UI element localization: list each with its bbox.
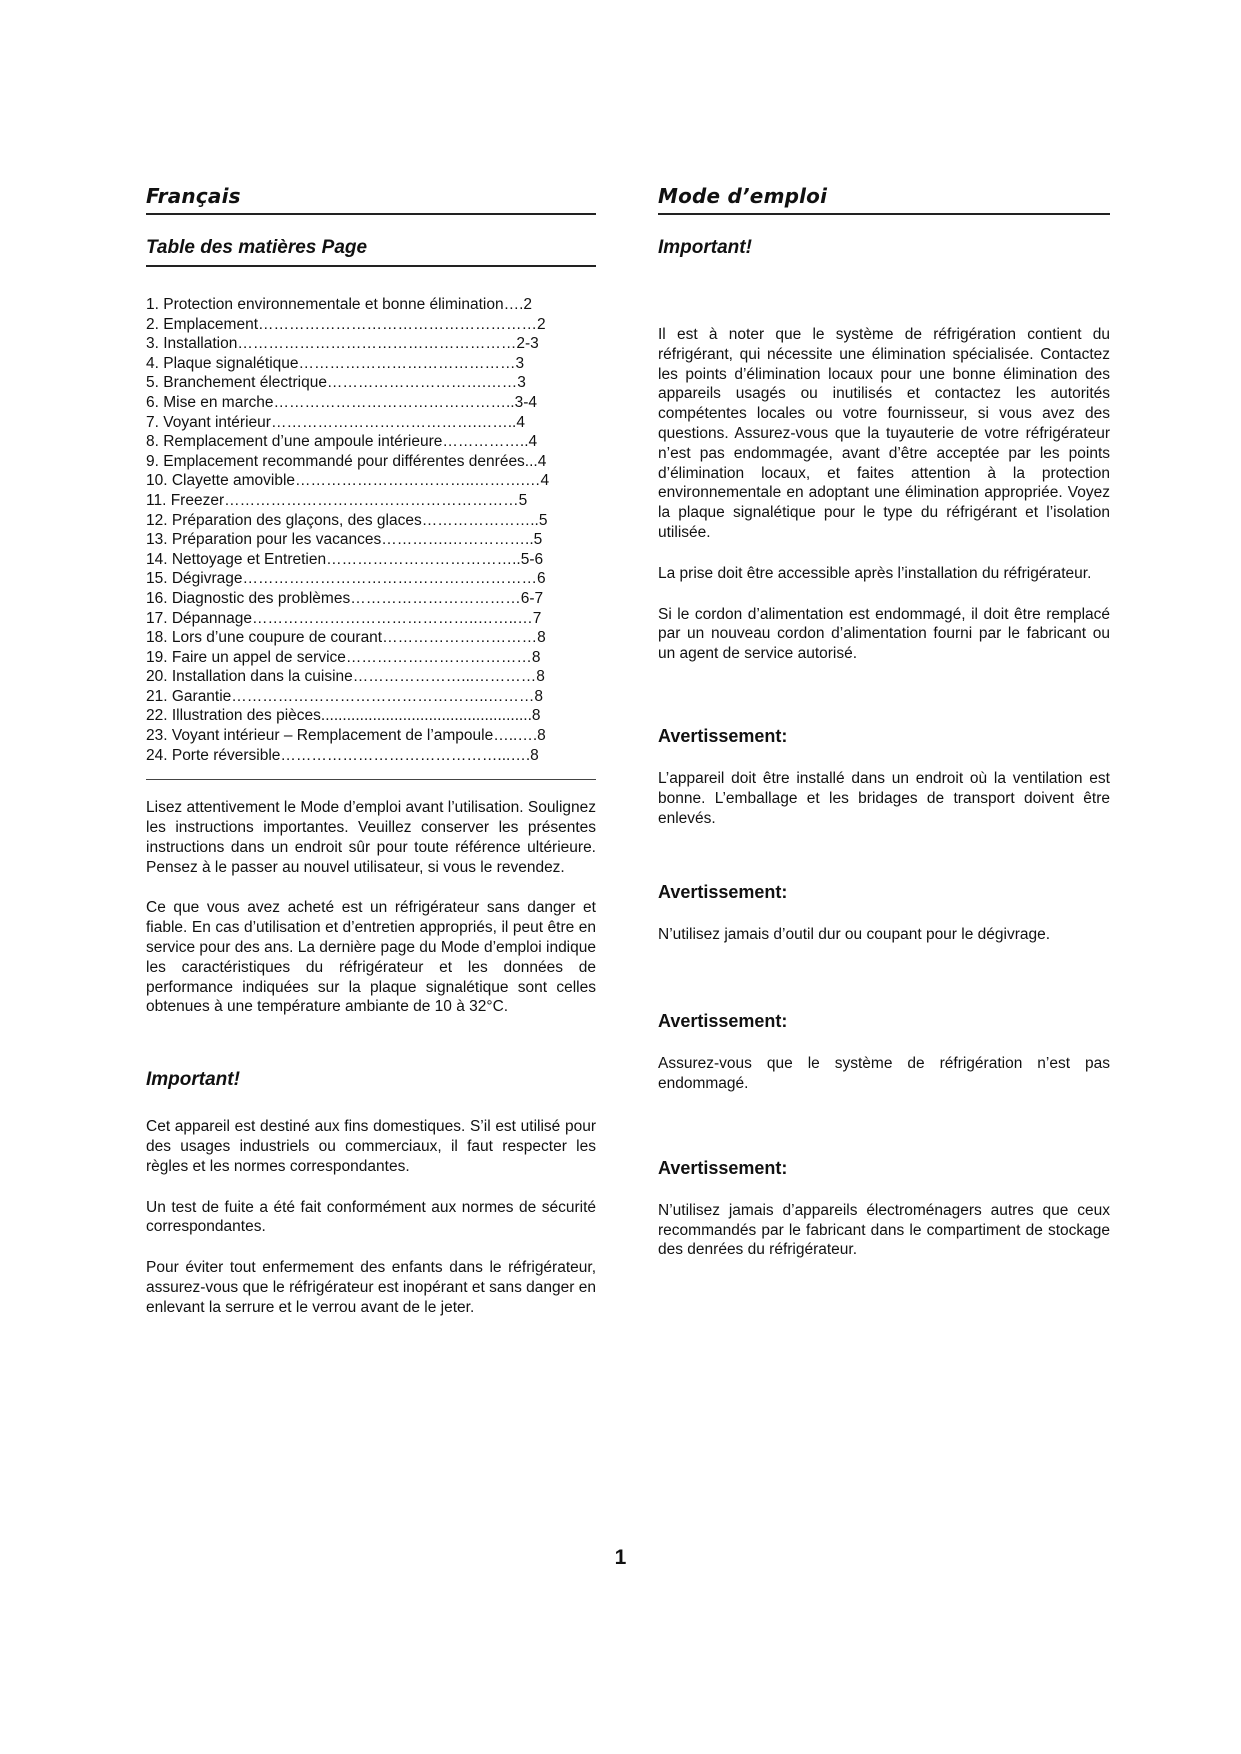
- warning-text: Assurez-vous que le système de réfrigération n’est pas endommagé.: [658, 1055, 1110, 1092]
- left-column: [146, 184, 596, 1318]
- toc-item: 14. Nettoyage et Entretien………………………………..5-6: [146, 550, 544, 568]
- warning-text: N’utilisez jamais d’appareils électroménagers autres que ceux recommandés par le fabricant dans le compartiment de stockage des denrées du réfrigérateur.: [658, 1201, 1110, 1259]
- toc-item: 3. Installation………………………………………………2-3: [146, 335, 539, 353]
- manual-header: Mode d’emploi: [658, 184, 1110, 215]
- toc-item: 1. Protection environnementale et bonne élimination….2: [146, 296, 533, 313]
- plug-paragraph: La prise doit être accessible après l’installation du réfrigérateur.: [658, 564, 1092, 582]
- toc-item: 15. Dégivrage…………………………………………………6: [146, 570, 546, 588]
- right-column: [658, 184, 1110, 1260]
- warning-heading: Avertissement:: [658, 1011, 788, 1032]
- toc-item: 19. Faire un appel de service………………………………8: [146, 648, 541, 666]
- warning-heading: Avertissement:: [658, 725, 788, 746]
- toc-item: 8. Remplacement d’une ampoule intérieure……………..4: [146, 433, 538, 451]
- warning-heading: Avertissement:: [658, 882, 788, 903]
- toc-item: 9. Emplacement recommandé pour différentes denrées...4: [146, 452, 547, 470]
- warning-heading: Avertissement:: [658, 1157, 788, 1178]
- toc-item: 20. Installation dans la cuisine…………………...…………8: [146, 668, 545, 686]
- toc-item: 21. Garantie…………………………………………..………8: [146, 687, 544, 705]
- toc-item: 4. Plaque signalétique……………………………………3: [146, 354, 525, 372]
- important-heading: Important!: [658, 237, 752, 258]
- table-of-contents: [146, 295, 596, 765]
- leak-test-paragraph: Un test de fuite a été fait conformément aux normes de sécurité correspondantes.: [146, 1198, 596, 1236]
- toc-item: 2. Emplacement………………………………………………2: [146, 315, 546, 333]
- power-cord-paragraph: Si le cordon d’alimentation est endommagé, il doit être remplacé par un nouveau cordon d’alimentation fourni par le fabricant ou un agent de service autorisé.: [658, 605, 1110, 663]
- important-heading: Important!: [146, 1069, 240, 1091]
- toc-title: Table des matières Page: [146, 237, 596, 267]
- page-number: 1: [614, 1546, 627, 1569]
- toc-item: 13. Préparation pour les vacances………….……………..5: [146, 531, 543, 549]
- language-header: Français: [146, 184, 596, 215]
- toc-item: 7. Voyant intérieur………………………………….……..4: [146, 413, 525, 431]
- toc-item: 16. Diagnostic des problèmes……………………………6-7: [146, 589, 544, 607]
- refrigerant-paragraph: Il est à noter que le système de réfrigération contient du réfrigérant, qui nécessite une élimination spécialisée. Contactez les points d’élimination locaux pour une bonne élimination des appareils usagés ou inutilisés et contactez les autorités compétentes locales ou votre fournisseur, si vous avez des questions. Assurez-vous que la tuyauterie de votre réfrigérateur n’est pas endommagée, avant d’être acceptée par les points d’élimination locaux, et faites attention à la protection environnementale en adoptant une élimination appropriée. Voyez la plaque signalétique pour le type du réfrigérant et l’isolation utilisée.: [658, 326, 1110, 541]
- domestic-use-paragraph: Cet appareil est destiné aux fins domestiques. S’il est utilisé pour des usages industriels ou commerciaux, il faut respecter les règles et les normes correspondantes.: [146, 1118, 596, 1175]
- product-paragraph: Ce que vous avez acheté est un réfrigérateur sans danger et fiable. En cas d’utilisation et d’entretien appropriés, il peut être en service pour des ans. La dernière page du Mode d’emploi indique les caractéristiques du réfrigérateur et les données de performance indiquées sur la plaque signalétique sont celles obtenues à une température ambiante de 10 à 32°C.: [146, 899, 596, 1016]
- toc-item: 6. Mise en marche………………………………………..3-4: [146, 393, 538, 411]
- warning-text: L’appareil doit être installé dans un endroit où la ventilation est bonne. L’emballage et les bridages de transport doivent être enlevés.: [658, 769, 1110, 827]
- toc-item: 5. Branchement électrique………………………….……3: [146, 374, 526, 392]
- toc-item: 18. Lors d’une coupure de courant…………………………8: [146, 629, 546, 647]
- toc-item: 22. Illustration des pièces.................................................8: [146, 707, 541, 725]
- toc-item: 12. Préparation des glaçons, des glaces…………………..5: [146, 511, 548, 529]
- child-safety-paragraph: Pour éviter tout enfermement des enfants dans le réfrigérateur, assurez-vous que le réfrigérateur est inopérant et sans danger en enlevant la serrure et le verrou avant de le jeter.: [146, 1259, 596, 1316]
- toc-item: 11. Freezer…………………………………………………5: [146, 491, 528, 509]
- toc-item: 10. Clayette amovible……………………………..……….…4: [146, 472, 550, 490]
- intro-paragraph: Lisez attentivement le Mode d’emploi avant l’utilisation. Soulignez les instructions importantes. Veuillez conserver les présentes instructions dans un endroit sûr pour toute référence ultérieure. Pensez à le passer au nouvel utilisateur, si vous le revendez.: [146, 799, 596, 876]
- toc-item: 24. Porte réversible……………………………………...….8: [146, 746, 539, 764]
- toc-divider: [146, 779, 596, 780]
- toc-item: 17. Dépannage……………………………………..……..…7: [146, 609, 542, 627]
- warning-text: N’utilisez jamais d’outil dur ou coupant pour le dégivrage.: [658, 926, 1051, 944]
- toc-item: 23. Voyant intérieur – Remplacement de l’ampoule…..….8: [146, 727, 546, 745]
